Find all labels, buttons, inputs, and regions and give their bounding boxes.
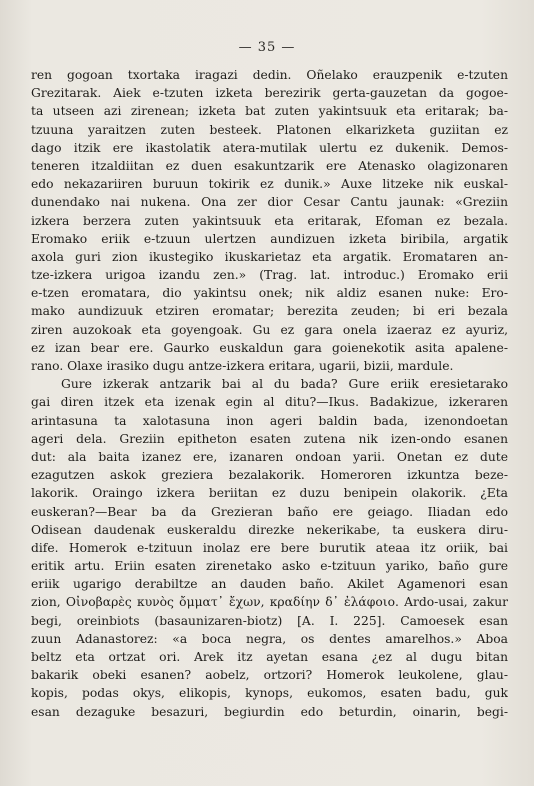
- text-line: gai diren itzek eta izenak egin al ditu?—Ikus. Badakizue, izkeraren: [31, 395, 508, 410]
- text-line: Grezitarak. Aiek e-tzuten izketa berezirik gerta-gauzetan da gogoe-: [31, 86, 508, 101]
- text-line: lakorik. Oraingo izkera beriitan ez duzu benipein olakorik. ¿Eta: [31, 486, 508, 501]
- text-line: Odisean daudenak euskeraldu direzke nekerikabe, ta euskera diru-: [31, 522, 508, 537]
- text-line: dut: ala baita izanez ere, izanaren ondoan yarii. Onetan ez dute: [31, 449, 508, 464]
- text-line: ageri dela. Greziin epitheton esaten zutena nik izen-ondo esanen: [31, 431, 508, 446]
- text-line: esan dezaguke besazuri, begiurdin edo beturdin, oinarin, begi-: [31, 704, 508, 719]
- text-line: ezagutzen askok greziera bezalakorik. Homeroren izkuntza beze-: [31, 468, 508, 483]
- page-number: — 35 —: [238, 40, 296, 55]
- text-line: tze-izkera urigoa izandu zen.» (Trag. lat. introduc.) Eromako erii: [31, 268, 508, 283]
- text-line: teneren itzaldiitan ez duen esakuntzarik ere Atenasko olagizonaren: [31, 158, 508, 173]
- text-line: axola guri zion ikustegiko ikuskarietaz eta argatik. Eromataren an-: [31, 249, 508, 264]
- text-line: dunendako nai nukena. Ona zer dior Cesar Cantu jaunak: «Greziin: [31, 195, 508, 210]
- text-line: e-tzen eromatara, dio yakintsu onek; nik aldiz esanen nuke: Ero-: [31, 286, 508, 301]
- text-line: izkera berzera zuten yakintsuuk eta eritarak, Efoman ez bezala.: [31, 213, 508, 228]
- text-line: rano. Olaxe irasiko dugu antze-izkera eritara, ugarii, bizii, mardule.: [31, 359, 454, 373]
- text-line: ren gogoan txortaka iragazi dedin. Oñelako erauzpenik e-tzuten: [31, 68, 508, 82]
- text-line: eritik artu. Eriin esaten zirenetako asko e-tzituun yariko, baño gure: [31, 559, 508, 574]
- text-line: bakarik obeki esanen? aobelz, ortzori? Homerok leukolene, glau-: [31, 668, 508, 683]
- text-line: ta utseen azi zirenean; izketa bat zuten yakintsuuk eta eritarak; ba-: [31, 104, 508, 119]
- text-line: zuun Adanastorez: «a boca negra, os dentes amarelhos.» Aboa: [31, 631, 508, 646]
- text-line: arintasuna ta xalotasuna inon ageri baldin bada, izenondoetan: [31, 413, 508, 428]
- text-line: Eromako eriik e-tzuun ulertzen aundizuen izketa biribila, argatik: [31, 231, 508, 246]
- text-line: edo nekazariiren buruun tokirik ez dunik.» Auxe litzeke nik euskal-: [31, 177, 508, 192]
- text-line: eriik ugarigo derabiltze an dauden baño. Akilet Agamenori esan: [31, 577, 508, 592]
- text-line: dago itzik ere ikastolatik atera-mutilak ulertu ez dukenik. Demos-: [31, 140, 508, 155]
- text-line: ez izan bear ere. Gaurko euskaldun gara goienekotik asita apalene-: [31, 340, 508, 355]
- text-line: tzuuna yaraitzen zuten besteek. Platonen elkarizketa guziitan ez: [31, 122, 508, 137]
- text-line: dife. Homerok e-tzituun inolaz ere bere burutik ateaa itz oriik, bai: [31, 540, 508, 555]
- text-line: mako aundizuuk etziren eromatar; berezita zeuden; bi eri bezala: [31, 304, 508, 319]
- text-line: kopis, podas okys, elikopis, kynops, eukomos, esaten badu, guk: [31, 686, 508, 701]
- text-line: Gure izkerak antzarik bai al du bada? Gure eriik eresietarako: [61, 377, 508, 392]
- text-line: ziren auzokoak eta goyengoak. Gu ez gara onela izaeraz ez ayuriz,: [31, 322, 508, 337]
- body-text: [31, 66, 508, 721]
- text-line: begi, oreinbiots (basaunizaren-biotz) [A. I. 225]. Camoesek esan: [31, 613, 508, 628]
- text-line: euskeran?—Bear ba da Grezieran baño ere geiago. Iliadan edo: [31, 504, 508, 519]
- text-line: beltz eta ortzat ori. Arek itz ayetan esana ¿ez al dugu bitan: [31, 650, 508, 664]
- text-line: zion, Οἰνοβαρὲς κυνὸς ὄμματ᾽ ἔχων, κραδίην δ᾽ ἐλάφοιο. Ardo-usai, zakur: [31, 595, 508, 610]
